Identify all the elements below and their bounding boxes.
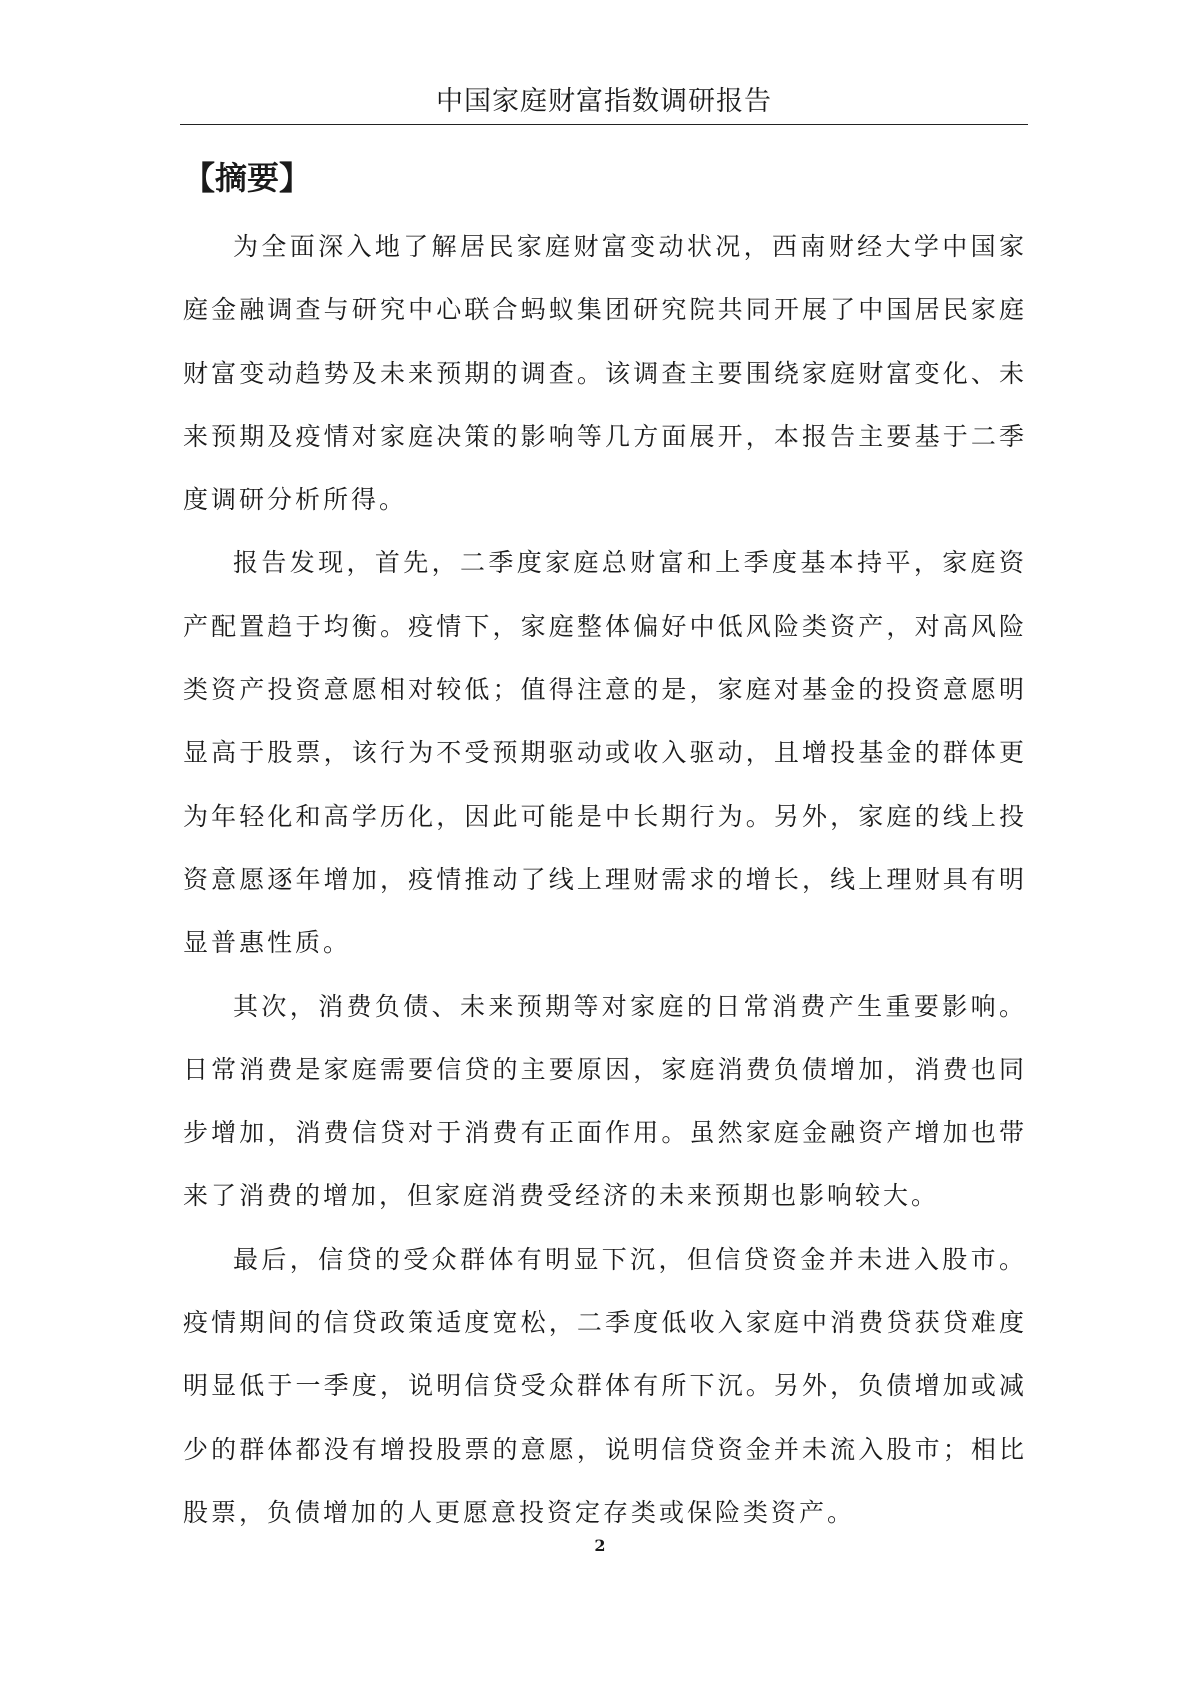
- paragraph: 最后，信贷的受众群体有明显下沉，但信贷资金并未进入股市。疫情期间的信贷政策适度宽松，二季度低收入家庭中消费贷获贷难度明显低于一季度，说明信贷受众群体有所下沉。另外，负债增加或减少的群体都没有增投股票的意愿，说明信贷资金并未流入股市；相比股票，负债增加的人更愿意投资定存类或保险类资产。: [183, 1244, 1027, 1527]
- paragraph: 其次，消费负债、未来预期等对家庭的日常消费产生重要影响。日常消费是家庭需要信贷的主要原因，家庭消费负债增加，消费也同步增加，消费信贷对于消费有正面作用。虽然家庭金融资产增加也带来了消费的增加，但家庭消费受经济的未来预期也影响较大。: [183, 991, 1027, 1211]
- body-text: [183, 215, 1027, 1544]
- header-divider: [180, 124, 1028, 125]
- paragraph: 为全面深入地了解居民家庭财富变动状况，西南财经大学中国家庭金融调查与研究中心联合蚂蚁集团研究院共同开展了中国居民家庭财富变动趋势及未来预期的调查。该调查主要围绕家庭财富变化、未来预期及疫情对家庭决策的影响等几方面展开，本报告主要基于二季度调研分析所得。: [183, 232, 1027, 515]
- page-number: 2: [594, 1536, 606, 1555]
- section-heading: 【摘要】: [183, 159, 312, 197]
- running-header: 中国家庭财富指数调研报告: [436, 86, 772, 117]
- paragraph: 报告发现，首先，二季度家庭总财富和上季度基本持平，家庭资产配置趋于均衡。疫情下，家庭整体偏好中低风险类资产，对高风险类资产投资意愿相对较低；值得注意的是，家庭对基金的投资意愿明显高于股票，该行为不受预期驱动或收入驱动，且增投基金的群体更为年轻化和高学历化，因此可能是中长期行为。另外，家庭的线上投资意愿逐年增加，疫情推动了线上理财需求的增长，线上理财具有明显普惠性质。: [183, 548, 1027, 958]
